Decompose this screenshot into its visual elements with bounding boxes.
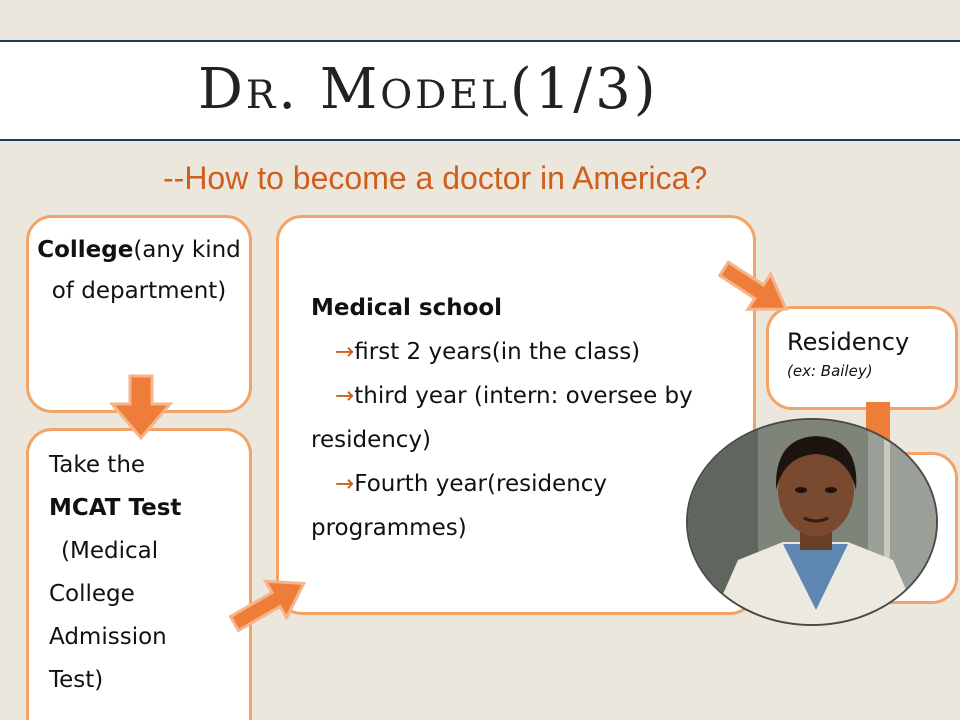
mcat-label: MCAT Test xyxy=(49,495,182,521)
arrow-right-icon: → xyxy=(335,339,355,365)
bailey-photo xyxy=(686,418,938,626)
diagonal-arrow-icon xyxy=(714,254,796,324)
college-label: College xyxy=(37,237,134,263)
residency-example: (ex: Bailey) xyxy=(787,362,873,380)
residency-label: Residency xyxy=(787,328,910,356)
medical-item-text: third year (intern: oversee by residency) xyxy=(311,383,693,453)
slide-title: Dr. Model(1/3) xyxy=(198,57,659,122)
medical-item-text: first 2 years(in the class) xyxy=(354,339,641,365)
medical-school-heading: Medical school xyxy=(311,295,503,321)
arrow-right-icon: → xyxy=(335,383,355,409)
diagonal-arrow-icon xyxy=(225,568,315,638)
slide-subtitle: --How to become a doctor in America? xyxy=(163,160,708,196)
medical-school-item xyxy=(311,462,731,550)
down-arrow-icon xyxy=(110,374,180,444)
mcat-intro: Take the xyxy=(49,452,146,478)
medical-item-text: Fourth year(residency programmes) xyxy=(311,471,608,541)
medical-school-item xyxy=(311,330,753,374)
medical-school-box xyxy=(276,215,756,615)
arrow-right-icon: → xyxy=(335,471,355,497)
medical-school-item xyxy=(311,374,711,462)
mcat-detail: (Medical College Admission Test) xyxy=(49,538,167,693)
mcat-box xyxy=(26,428,252,720)
college-detail: (any kind of department) xyxy=(51,237,241,304)
